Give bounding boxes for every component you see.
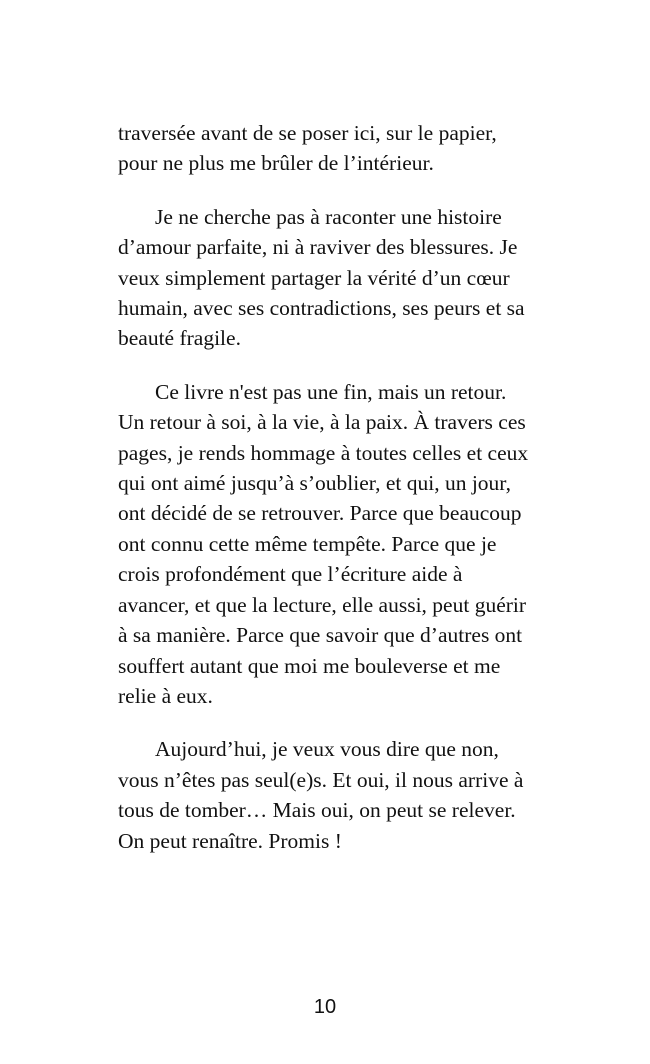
paragraph-4 <box>118 734 558 856</box>
text-line: qui ont aimé jusqu’à s’oublier, et qui, un jour, <box>118 471 511 496</box>
text-line: vous n’êtes pas seul(e)s. Et oui, il nous arrive à <box>118 767 524 792</box>
text-line: avancer, et que la lecture, elle aussi, peut guérir <box>118 592 527 617</box>
body-text <box>118 118 558 879</box>
text-line: ont connu cette même tempête. Parce que je <box>118 531 497 556</box>
text-line: veux simplement partager la vérité d’un cœur <box>118 265 510 290</box>
text-line: tous de tomber… Mais oui, on peut se relever. <box>118 798 516 823</box>
text-line: Ce livre n'est pas une fin, mais un retour. <box>155 379 507 404</box>
text-line: pages, je rends hommage à toutes celles et ceux <box>118 440 529 465</box>
text-line: souffert autant que moi me bouleverse et me <box>118 653 501 678</box>
text-line: humain, avec ses contradictions, ses peurs et sa <box>118 296 525 321</box>
paragraph-1 <box>118 118 558 179</box>
text-line: pour ne plus me brûler de l’intérieur. <box>118 151 434 176</box>
paragraph-2 <box>118 202 558 354</box>
paragraph-3 <box>118 377 558 711</box>
text-line: Je ne cherche pas à raconter une histoire <box>155 204 502 229</box>
text-line: ont décidé de se retrouver. Parce que beaucoup <box>118 501 522 526</box>
text-line: à sa manière. Parce que savoir que d’autres ont <box>118 623 523 648</box>
page-number: 10 <box>313 996 337 1018</box>
text-line: beauté fragile. <box>118 326 241 351</box>
text-line: On peut renaître. Promis ! <box>118 828 342 853</box>
text-line: traversée avant de se poser ici, sur le papier, <box>118 121 497 145</box>
text-line: relie à eux. <box>118 683 213 708</box>
text-line: Aujourd’hui, je veux vous dire que non, <box>155 737 499 762</box>
text-line: Un retour à soi, à la vie, à la paix. À travers ces <box>118 410 526 435</box>
text-line: crois profondément que l’écriture aide à <box>118 562 463 587</box>
text-line: d’amour parfaite, ni à raviver des blessures. Je <box>118 235 518 260</box>
